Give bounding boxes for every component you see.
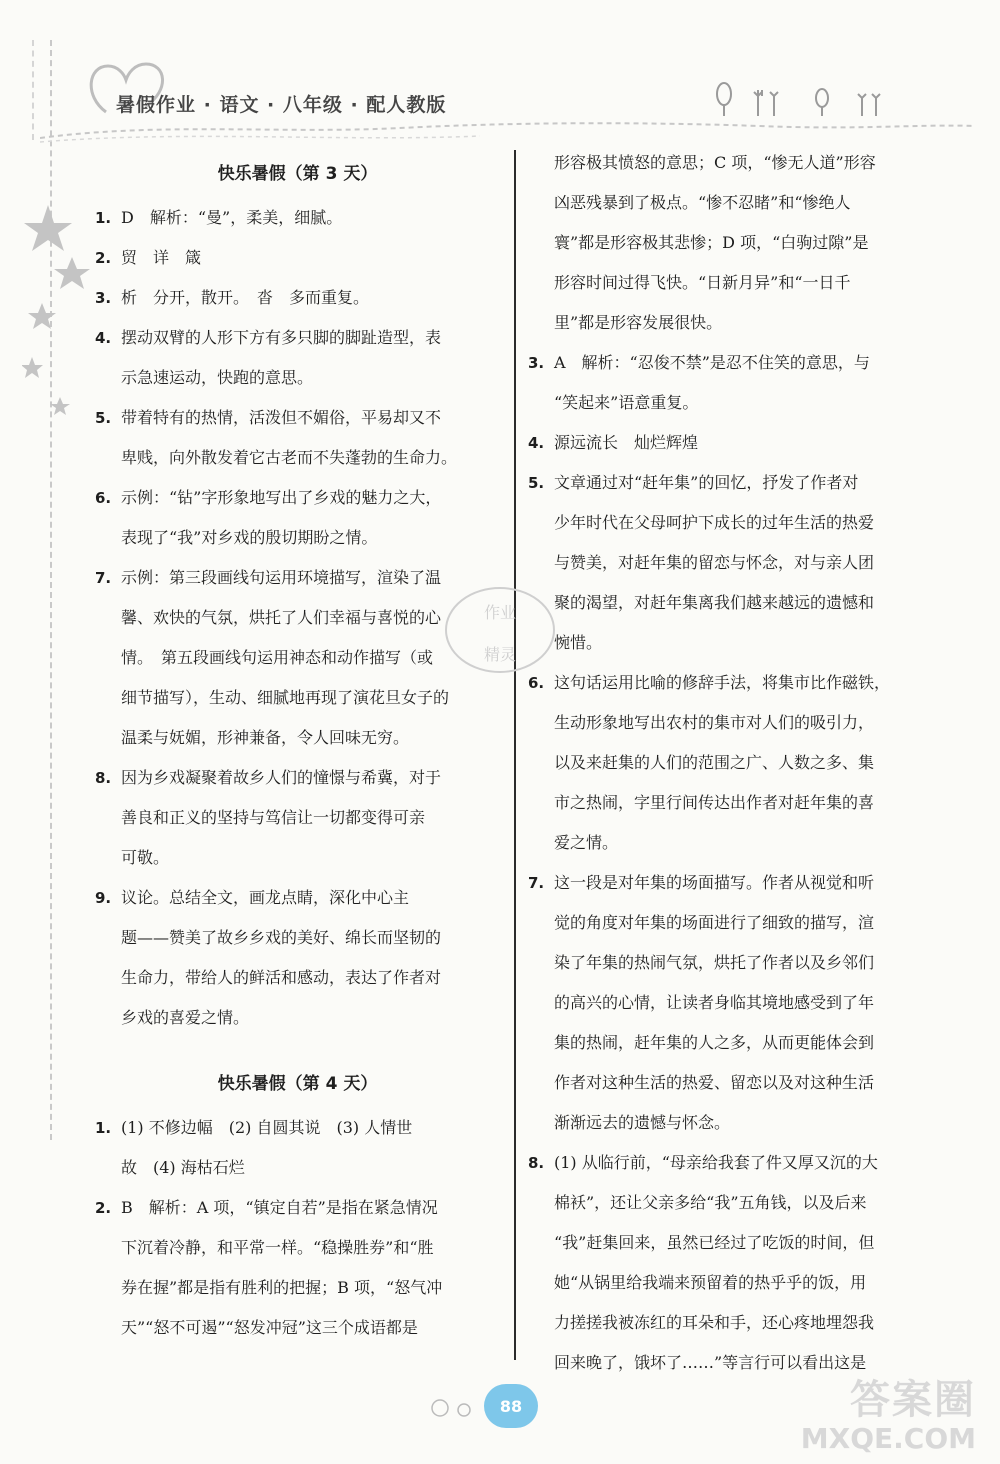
header-title: 暑假作业 · 语文 · 八年级 · 配人教版 xyxy=(116,94,447,116)
answer-item xyxy=(528,863,932,1143)
answer-line: 生动形象地写出农村的集市对人们的吸引力， xyxy=(554,713,875,732)
stamp-line2: 精灵 xyxy=(483,645,517,664)
answer-text xyxy=(554,663,932,863)
answer-item xyxy=(95,238,500,278)
answer-line: 天”“怒不可遏”“怒发冲冠”这三个成语都是 xyxy=(121,1318,418,1337)
answer-number: 2. xyxy=(95,249,112,267)
answer-number: 1. xyxy=(95,209,112,227)
answer-line: 惋惜。 xyxy=(554,633,603,652)
column-divider xyxy=(514,150,516,1360)
answer-line: 这句话运用比喻的修辞手法，将集市比作磁铁， xyxy=(554,673,891,692)
continued-answer xyxy=(528,143,932,343)
answer-line: 作者对这种生活的热爱、留恋以及对这种生活 xyxy=(554,1073,875,1092)
answer-line: 题——赞美了故乡乡戏的美好、绵长而坚韧的 xyxy=(121,928,442,947)
answer-item xyxy=(95,878,500,1038)
answer-number: 4. xyxy=(528,434,545,452)
answer-line: 形容极其愤怒的意思；C 项，“惨无人道”形容 xyxy=(554,153,876,172)
answer-line: 集的热闹，赶年集的人之多，从而更能体会到 xyxy=(554,1033,875,1052)
answer-line: 温柔与妩媚，形神兼备，令人回味无穷。 xyxy=(121,728,410,747)
answer-item xyxy=(95,198,500,238)
answer-item xyxy=(528,663,932,863)
answer-line: 形容时间过得飞快。“日新月异”和“一日千 xyxy=(554,273,851,292)
answer-line: 生命力，带给人的鲜活和感动，表达了作者对 xyxy=(121,968,442,987)
answer-line: 故 (4) 海枯石烂 xyxy=(121,1158,245,1177)
answer-number: 7. xyxy=(95,569,112,587)
answer-line: 细节描写），生动、细腻地再现了演花旦女子的 xyxy=(121,688,450,707)
answer-text xyxy=(121,878,500,1038)
answer-number: 5. xyxy=(528,474,545,492)
stars-icon xyxy=(22,205,92,425)
answer-line: 下沉着冷静，和平常一样。“稳操胜券”和“胜 xyxy=(121,1238,434,1257)
answer-text xyxy=(121,478,500,558)
answer-line: 议论。总结全文，画龙点睛，深化中心主 xyxy=(121,888,410,907)
answer-line: 文章通过对“赶年集”的回忆，抒发了作者对 xyxy=(554,473,859,492)
answer-line: 贸 详 箴 xyxy=(121,248,202,267)
answer-line: 源远流长 灿烂辉煌 xyxy=(554,433,699,452)
answer-item xyxy=(95,398,500,478)
site-watermark xyxy=(801,1378,976,1456)
answer-text xyxy=(121,398,500,478)
answer-line: 示急速运动，快跑的意思。 xyxy=(121,368,314,387)
section-title-day4: 快乐暑假（第 4 天） xyxy=(217,1074,378,1094)
answer-line: 示例：第三段画线句运用环境描写，渲染了温 xyxy=(121,568,442,587)
answer-number: 9. xyxy=(95,889,112,907)
bubbles-icon xyxy=(430,1396,482,1420)
section-title-day3: 快乐暑假（第 3 天） xyxy=(217,164,378,184)
watermark-logo-text: 答案圈 xyxy=(850,1377,976,1423)
answer-line: 聚的渴望，对赶年集离我们越来越远的遗憾和 xyxy=(554,593,875,612)
answer-line: 券在握”都是指有胜利的把握；B 项，“怒气冲 xyxy=(121,1278,443,1297)
answer-line: 回来晚了，饿坏了……”等言行可以看出这是 xyxy=(554,1353,867,1372)
answer-line: 示例：“钻”字形象地写出了乡戏的魅力之大， xyxy=(121,488,442,507)
answer-line: 善良和正义的坚持与笃信让一切都变得可亲 xyxy=(121,808,426,827)
answer-item xyxy=(95,1108,500,1188)
answer-line: 她“从锅里给我端来预留着的热乎乎的饭，用 xyxy=(554,1273,867,1292)
answer-line: 可敬。 xyxy=(121,848,170,867)
answer-number: 6. xyxy=(95,489,112,507)
answer-line: 觉的角度对年集的场面进行了细致的描写，渲 xyxy=(554,913,875,932)
answer-line: (1) 从临行前，“母亲给我套了件又厚又沉的大 xyxy=(554,1153,878,1172)
answer-line: 染了年集的热闹气氛，烘托了作者以及乡邻们 xyxy=(554,953,875,972)
answer-number: 7. xyxy=(528,874,545,892)
answer-number: 5. xyxy=(95,409,112,427)
answer-number: 3. xyxy=(528,354,545,372)
answer-line: B 解析：A 项，“镇定自若”是指在紧急情况 xyxy=(121,1198,438,1217)
answer-number: 8. xyxy=(528,1154,545,1172)
answer-item xyxy=(528,343,932,423)
page-number: 88 xyxy=(484,1384,538,1428)
answer-line: 与赞美，对赶年集的留恋与怀念，对与亲人团 xyxy=(554,553,875,572)
stamp-watermark xyxy=(440,580,560,680)
margin-dashed-line-short xyxy=(32,40,34,140)
answer-text xyxy=(554,1143,932,1383)
answer-text xyxy=(554,423,932,463)
answer-number: 8. xyxy=(95,769,112,787)
answer-line: 情。 第五段画线句运用神态和动作描写（或 xyxy=(121,648,434,667)
stamp-line1: 作业 xyxy=(483,603,517,622)
answer-text xyxy=(121,318,500,398)
answer-line: 寰”都是形容极其悲惨；D 项，“白驹过隙”是 xyxy=(554,233,869,252)
answer-line: (1) 不修边幅 (2) 自圆其说 (3) 人情世 xyxy=(121,1118,413,1137)
answer-line: 以及来赶集的人们的范围之广、人数之多、集 xyxy=(554,753,875,772)
answer-item xyxy=(528,463,932,663)
answer-line: 摆动双臂的人形下方有多只脚的脚趾造型，表 xyxy=(121,328,442,347)
answer-line: A 解析：“忍俊不禁”是忍不住笑的意思，与 xyxy=(554,353,870,372)
watermark-url: MXQE.COM xyxy=(800,1422,976,1455)
answer-line: 渐渐远去的遗憾与怀念。 xyxy=(554,1113,731,1132)
answer-line: 析 分开，散开。 沓 多而重复。 xyxy=(121,288,370,307)
answer-line: “笑起来”语意重复。 xyxy=(554,393,699,412)
answers-day4-continued xyxy=(528,343,932,1383)
answer-text xyxy=(121,1108,500,1188)
answer-text xyxy=(121,278,500,318)
answer-line: 的高兴的心情，让读者身临其境地感受到了年 xyxy=(554,993,875,1012)
answer-line: 馨、欢快的气氛，烘托了人们幸福与喜悦的心 xyxy=(121,608,442,627)
answer-text xyxy=(121,198,500,238)
answer-line: 爱之情。 xyxy=(554,833,619,852)
answer-text xyxy=(121,238,500,278)
answers-day4 xyxy=(95,1108,500,1348)
answer-line: D 解析：“曼”，柔美，细腻。 xyxy=(121,208,343,227)
answer-item xyxy=(95,278,500,318)
answer-line: 这一段是对年集的场面描写。作者从视觉和听 xyxy=(554,873,875,892)
answer-line: “我”赶集回来，虽然已经过了吃饭的时间，但 xyxy=(554,1233,875,1252)
flowers-icon xyxy=(710,80,890,120)
answer-item xyxy=(528,1143,932,1383)
answer-line: 因为乡戏凝聚着故乡人们的憧憬与希冀，对于 xyxy=(121,768,442,787)
answer-number: 3. xyxy=(95,289,112,307)
answer-item xyxy=(95,478,500,558)
answer-line: 市之热闹，字里行间传达出作者对赶年集的喜 xyxy=(554,793,875,812)
answer-line: 表现了“我”对乡戏的殷切期盼之情。 xyxy=(121,528,378,547)
answer-text xyxy=(554,343,932,423)
answer-line: 卑贱，向外散发着它古老而不失蓬勃的生命力。 xyxy=(121,448,458,467)
answer-text xyxy=(554,463,932,663)
answer-number: 6. xyxy=(528,674,545,692)
answer-item xyxy=(95,1188,500,1348)
answer-number: 1. xyxy=(95,1119,112,1137)
answer-line: 里”都是形容发展很快。 xyxy=(554,313,723,332)
answer-line: 乡戏的喜爱之情。 xyxy=(121,1008,250,1027)
answer-text xyxy=(121,758,500,878)
answer-number: 4. xyxy=(95,329,112,347)
answer-item xyxy=(528,423,932,463)
answer-text xyxy=(121,1188,500,1348)
answer-line: 力搓搓我被冻红的耳朵和手，还心疼地埋怨我 xyxy=(554,1313,875,1332)
left-column xyxy=(95,150,500,1348)
answer-number: 2. xyxy=(95,1199,112,1217)
answer-line: 棉袄”，还让父亲多给“我”五角钱，以及后来 xyxy=(554,1193,867,1212)
answer-line: 少年时代在父母呵护下成长的过年生活的热爱 xyxy=(554,513,875,532)
answer-item xyxy=(95,758,500,878)
answer-item xyxy=(95,318,500,398)
answer-line: 凶恶残暴到了极点。“惨不忍睹”和“惨绝人 xyxy=(554,193,851,212)
answer-line: 带着特有的热情，活泼但不媚俗，平易却又不 xyxy=(121,408,442,427)
answer-text xyxy=(554,863,932,1143)
right-column xyxy=(528,143,932,1383)
